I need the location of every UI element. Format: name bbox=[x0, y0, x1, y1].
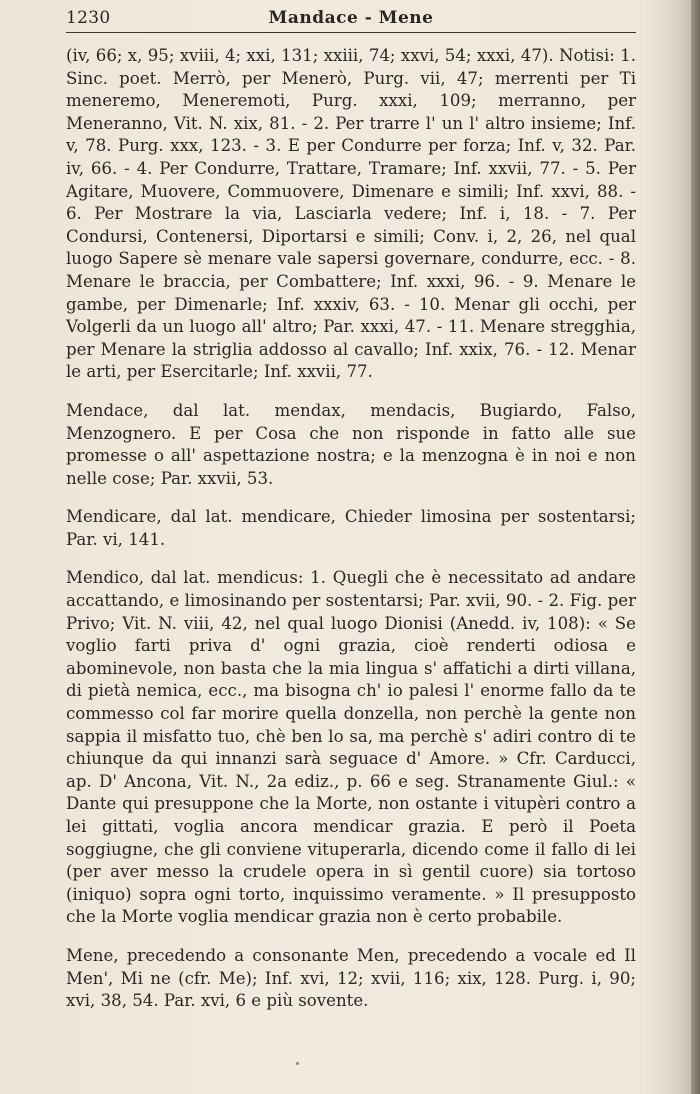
page-edge bbox=[691, 0, 700, 1094]
entry-mendace: Mendace, dal lat. mendax, mendacis, Bugiardo, Falso, Menzognero. E per Cosa che non risponde in fatto alle sue promesse o all' aspettazione nostra; e la menzogna è in noi e non nelle cose; Par. xxvii, 53. bbox=[66, 400, 636, 488]
dictionary-text bbox=[66, 45, 636, 1013]
entry-mene: Mene, precedendo a consonante Men, precedendo a vocale ed Il Men', Mi ne (cfr. Me); Inf. xvi, 12; xvii, 116; xix, 128. Purg. i, 90; xvi, 38, 54. Par. xvi, 6 e più sovente. bbox=[66, 945, 636, 1011]
paragraph-menare-continuation: (iv, 66; x, 95; xviii, 4; xxi, 131; xxiii, 74; xxvi, 54; xxxi, 47). Notisi: 1. Sinc. poet. Merrò, per Menerò, Purg. vii, 47; merrenti per Ti meneremo, Meneremoti, Purg. xxxi, 109; merranno, per Meneranno, Vit. N. xix, 81. - 2. Per trarre l' un l' altro insieme; Inf. v, 78. Purg. xxx, 123. - 3. E per Condurre per forza; Inf. v, 32. Par. iv, 66. - 4. Per Condurre, Trattare, Tramare; Inf. xxvii, 77. - 5. Per Agitare, Muovere, Commuovere, Dimenare e simili; Inf. xxvi, 88. - 6. Per Mostrare la via, Lasciarla vedere; Inf. i, 18. - 7. Per Condursi, Contenersi, Diportarsi e simili; Conv. i, 2, 26, nel qual luogo Sapere sè menare vale sapersi governare, condurre, ecc. - 8. Menare le braccia, per Combattere; Inf. xxxi, 96. - 9. Menare le gambe, per Dimenarle; Inf. xxxiv, 63. - 10. Menar gli occhi, per Volgerli da un luogo all' altro; Par. xxxi, 47. - 11. Menare stregghia, per Menare la striglia addosso al cavallo; Inf. xxix, 76. - 12. Menar le arti, per Esercitarle; Inf. xxvii, 77. bbox=[66, 46, 636, 382]
page-number: 1230 bbox=[66, 8, 111, 28]
page-header bbox=[66, 6, 636, 33]
page-mark bbox=[296, 1062, 299, 1065]
entry-mendicare: Mendicare, dal lat. mendicare, Chieder limosina per sostentarsi; Par. vi, 141. bbox=[66, 507, 636, 549]
entry-mendico: Mendico, dal lat. mendicus: 1. Quegli che è necessitato ad andare accattando, e limosinando per sostentarsi; Par. xvii, 90. - 2. Fig. per Privo; Vit. N. viii, 42, nel qual luogo Dionisi (Anedd. iv, 108): « Se voglio farti priva d' ogni grazia, cioè renderti odiosa e abominevole, non basta che la mia lingua s' affatichi a dirti villana, di pietà nemica, ecc., ma bisogna ch' io palesi l' enorme fallo da te commesso col far morire quella donzella, non perchè la gente non sappia il misfatto tuo, chè ben lo sa, ma perchè s' adiri contro di te chiunque da qui innanzi sarà seguace d' Amore. » Cfr. Carducci, ap. D' Ancona, Vit. N., 2a ediz., p. 66 e seg. Stranamente Giul.: « Dante qui presuppone che la Morte, non ostante i vitupèri contro a lei gittati, voglia ancora mendicar grazia. E però il Poeta soggiugne, che gli conviene vituperarla, dicendo come il fallo di lei (per aver messo la crudele opera in sì gentil cuore) sia tortoso (iniquo) sopra ogni torto, inquissimo veramente. » Il presupposto che la Morte voglia mendicar grazia non è certo probabile. bbox=[66, 568, 636, 927]
running-title: Mandace - Mene bbox=[268, 8, 434, 28]
